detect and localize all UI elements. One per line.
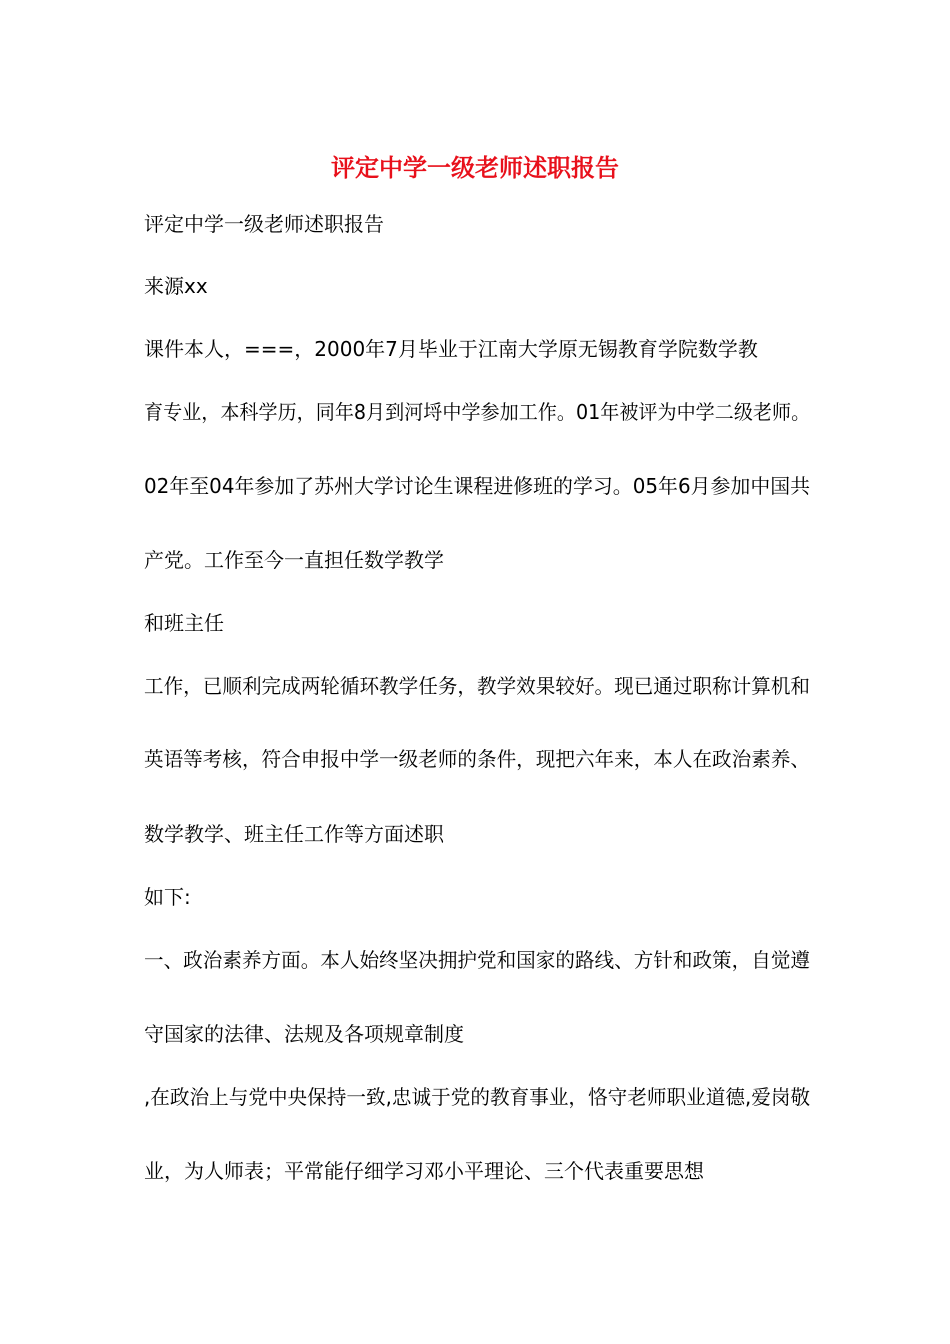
paragraph-line: 02年至04年参加了苏州大学讨论生课程进修班的学习。05年6月参加中国共 xyxy=(144,474,811,498)
paragraph-line: 一、政治素养方面。本人始终坚决拥护党和国家的路线、方针和政策，自觉遵 xyxy=(144,948,810,972)
paragraph-line: 英语等考核，符合申报中学一级老师的条件，现把六年来，本人在政治素养、 xyxy=(144,747,810,771)
paragraph-line: 课件本人，===，2000年7月毕业于江南大学原无锡教育学院数学教 xyxy=(144,337,758,361)
paragraph-line: 来源xx xyxy=(144,274,208,298)
paragraph-line: 工作，已顺利完成两轮循环教学任务，教学效果较好。现已通过职称计算机和 xyxy=(144,674,810,698)
paragraph-line: 业，为人师表；平常能仔细学习邓小平理论、三个代表重要思想 xyxy=(144,1159,704,1183)
paragraph-line: 数学教学、班主任工作等方面述职 xyxy=(144,822,444,846)
document-title: 评定中学一级老师述职报告 xyxy=(331,154,619,182)
paragraph-line: 评定中学一级老师述职报告 xyxy=(144,212,384,236)
paragraph-line: 和班主任 xyxy=(144,611,224,635)
paragraph-line: 守国家的法律、法规及各项规章制度 xyxy=(144,1022,464,1046)
paragraph-line: ,在政治上与党中央保持一致,忠诚于党的教育事业，恪守老师职业道德,爱岗敬 xyxy=(144,1085,811,1109)
paragraph-line: 育专业，本科学历，同年8月到河埒中学参加工作。01年被评为中学二级老师。 xyxy=(144,400,811,424)
paragraph-line: 产党。工作至今一直担任数学教学 xyxy=(144,548,444,572)
paragraph-line: 如下: xyxy=(144,885,191,909)
